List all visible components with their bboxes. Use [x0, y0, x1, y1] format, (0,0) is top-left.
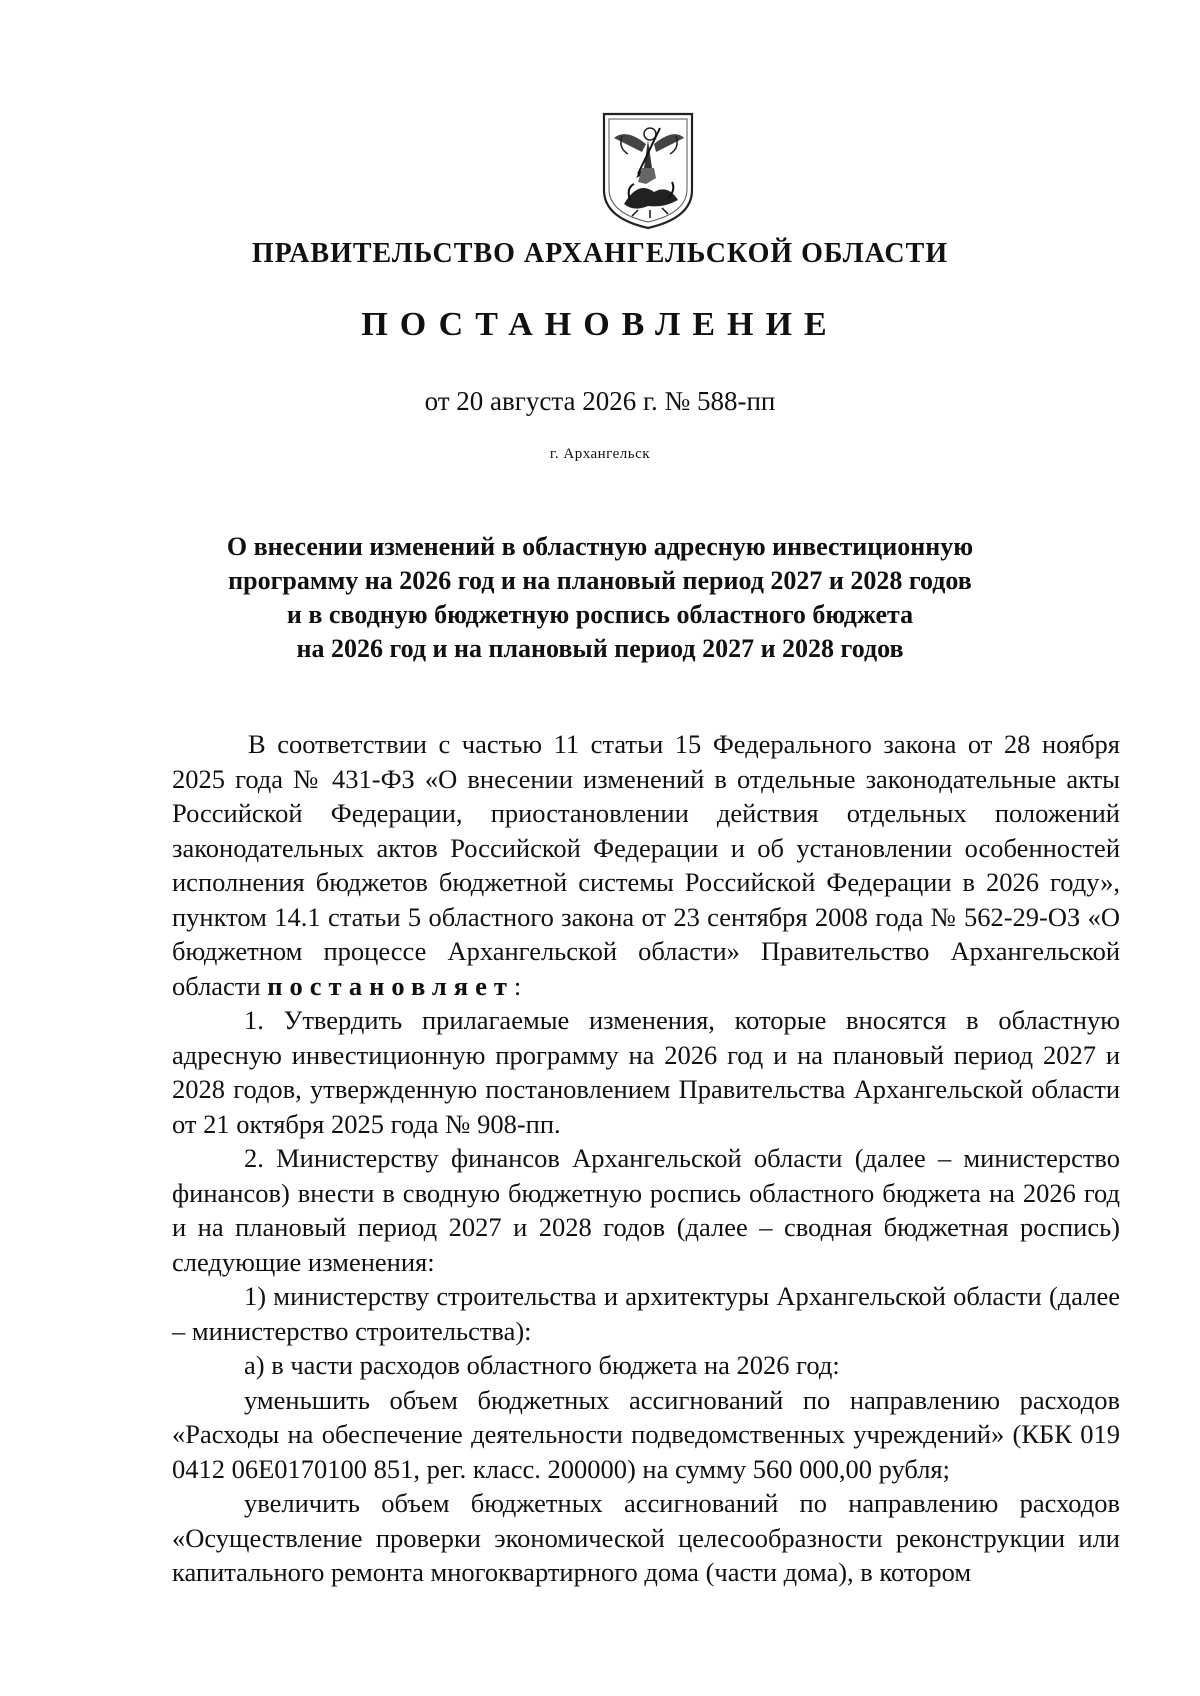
- archangel-coat-of-arms-icon: [598, 108, 698, 232]
- document-city: г. Архангельск: [549, 446, 651, 462]
- preamble-text: В соответствии с частью 11 статьи 15 Федерального закона от 28 ноября 2025 года № 431-ФЗ «О внесении изменений в отдельные законодательные акты Российской Федерации, приостановлении действия отдельных положений законодательных актов Российской Федерации и об установлении особенностей исполнения бюджетов бюджетной системы Российской Федерации в 2026 году», пунктом 14.1 статьи 5 областного закона от 23 сентября 2008 года № 562-29-ОЗ «О бюджетном процессе Архангельской области» Правительство Архангельской области: [172, 729, 1120, 1001]
- subject-line: и в сводную бюджетную роспись областного бюджета: [286, 600, 914, 629]
- government-name: ПРАВИТЕЛЬСТВО АРХАНГЕЛЬСКОЙ ОБЛАСТИ: [251, 238, 949, 269]
- body-paragraph: увеличить объем бюджетных ассигнований по направлению расходов «Осуществление проверки экономической целесообразности реконструкции или капитального ремонта многоквартирного дома (части дома), в котором: [172, 1488, 1120, 1587]
- document-subject: [0, 530, 1200, 666]
- body-paragraph: 1) министерству строительства и архитектуры Архангельской области (далее – министерство строительства):: [172, 1281, 1120, 1346]
- body-paragraph: уменьшить объем бюджетных ассигнований по направлению расходов «Расходы на обеспечение деятельности подведомственных учреждений» (КБК 019 0412 06Е0170100 851, рег. класс. 200000) на сумму 560 000,00 рубля;: [172, 1384, 1120, 1484]
- document-type-title: ПОСТАНОВЛЕНИЕ: [361, 306, 839, 343]
- preamble-paragraph: [172, 727, 1120, 1003]
- body-paragraph: а) в части расходов областного бюджета на 2026 год:: [244, 1350, 840, 1380]
- body-paragraph: 1. Утвердить прилагаемые изменения, которые вносятся в областную адресную инвестиционную программу на 2026 год и на плановый период 2027 и 2028 годов, утвержденную постановлением Правительства Архангельской области от 21 октября 2025 года № 908-пп.: [172, 1005, 1120, 1139]
- body-paragraph: 2. Министерству финансов Архангельской области (далее – министерство финансов) внести в сводную бюджетную роспись областного бюджета на 2026 год и на плановый период 2027 и 2028 годов (далее – сводная бюджетная роспись) следующие изменения:: [172, 1143, 1120, 1277]
- document-body: [172, 727, 1120, 1590]
- decree-colon: :: [513, 970, 522, 1001]
- subject-line: О внесении изменений в областную адресную инвестиционную: [226, 532, 974, 561]
- subject-line: на 2026 год и на плановый период 2027 и 2028 годов: [296, 634, 904, 663]
- subject-line: программу на 2026 год и на плановый период 2027 и 2028 годов: [228, 566, 972, 595]
- document-date-number: от 20 августа 2026 г. № 588-пп: [424, 386, 776, 416]
- decree-word: постановляет: [267, 970, 514, 1001]
